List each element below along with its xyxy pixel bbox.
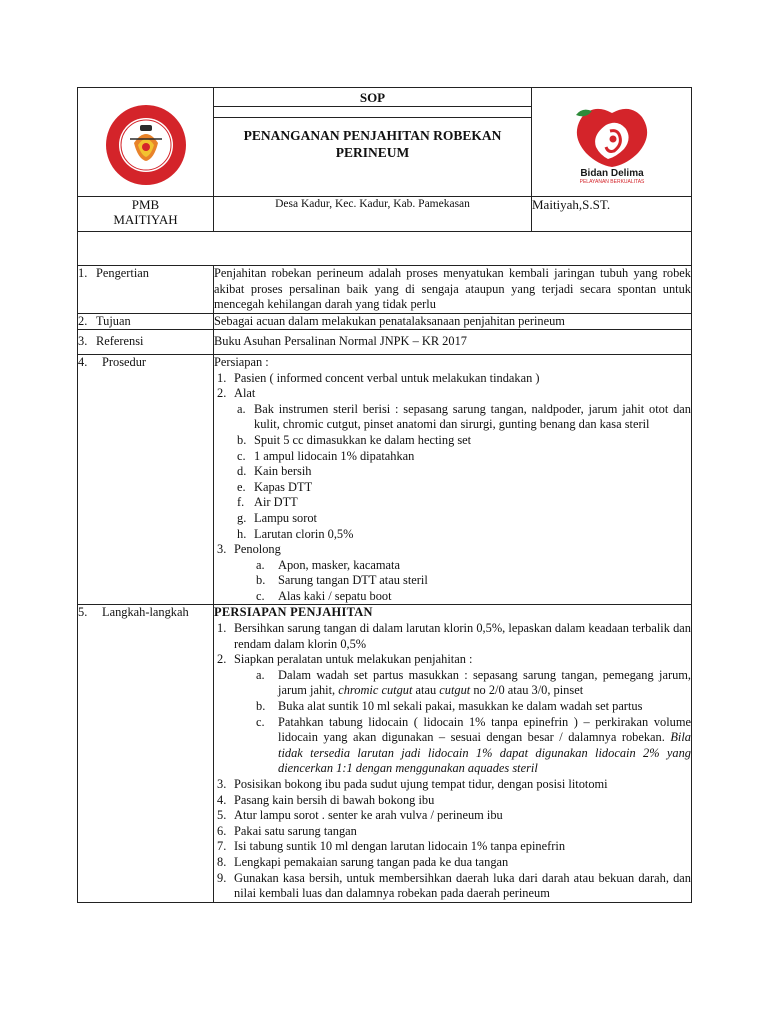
list-item: a. Dalam wadah set partus masukkan : sepasang sarung tangan, pemegang jarum, jarum jahit, chromic cutgut atau cutgut no 2/0 atau 3/0, pinset [256,667,691,698]
prosedur-list [214,371,691,605]
title-divider [214,107,531,118]
section-number: 4. [78,354,88,369]
peralatan-sublist [234,668,691,777]
list-item: 3. Posisikan bokong ibu pada sudut ujung tempat tidur, dengan posisi litotomi [217,777,608,791]
bidan-delima-tagline: PELAYANAN BERKUALITAS [579,179,645,185]
list-item: b. Spuit 5 cc dimasukkan ke dalam hecting set [237,432,472,447]
section-number: 1. [78,266,88,280]
ibi-logo-cell [78,88,214,197]
blank-row [78,232,692,266]
clinic-name [78,197,214,232]
label-referensi [78,330,214,355]
langkah-heading: PERSIAPAN PENJAHITAN [214,605,373,620]
list-item: 8. Lengkapi pemakaian sarung tangan pada ke dua tangan [217,854,509,869]
alat-sublist [234,402,691,542]
list-item: g. Lampu sorot [237,510,317,525]
referensi-text: Buku Asuhan Persalinan Normal JNPK – KR 2017 [214,330,692,355]
bidan-delima-logo-cell [532,88,692,197]
penolong-sublist [234,558,691,605]
section-label: Langkah-langkah [102,605,189,620]
prosedur-intro: Persiapan : [214,354,269,369]
langkah-list [214,621,691,902]
tujuan-text: Sebagai acuan dalam melakukan penatalaksanaan penjahitan perineum [214,313,692,330]
prosedur-content [214,354,692,605]
bidan-delima-name: Bidan Delima [580,168,644,179]
sop-table [77,87,692,903]
label-tujuan [78,313,214,330]
sop-title: PENANGANAN PENJAHITAN ROBEKAN PERINEUM [243,128,502,160]
list-item: c. Patahkan tabung lidocain ( lidocain 1% tanpa epinefrin ) – perkirakan volume lidocain yang akan digunakan – sesuai dengan besar / dalamnya robekan. Bila tidak tersedia larutan jadi lidocain 1% dapat digunakan lidocain 2% yang diencerkan 1:1 dengan menggunakan aquades steril [256,714,691,776]
section-label: Pengertian [96,266,149,280]
section-number: 5. [78,605,88,620]
list-item: b. Sarung tangan DTT atau steril [256,573,428,588]
bidan-delima-logo [566,105,658,185]
clinic-line-1: PMB [131,197,160,212]
ibi-logo [104,103,188,187]
list-item: 3. Penolong a. Apon, masker, kacamata b. Sarung tangan DTT atau steril c. Alas kaki / sepatu boot [214,542,691,604]
list-item: 2. Alat a. Bak instrumen steril berisi : sepasang sarung tangan, naldpoder, jarum jahit otot dan kulit, chromic cutgut, pinset anatomi dan sirurgi, gunting benang dan kasa steril b. Spuit 5 cc dimasukkan ke dalam hecting set c. 1 ampul lidocain 1% dipatahkan d. Kain bersih e. Kapas DTT f. Air DTT g. Lampu sorot h. Larutan clorin 0,5% [217,386,691,541]
section-number: 2. [78,313,88,328]
list-item: b. Buka alat suntik 10 ml sekali pakai, masukkan ke dalam wadah set partus [256,699,643,714]
section-label: Tujuan [96,313,131,328]
list-item: c. 1 ampul lidocain 1% dipatahkan [237,448,415,463]
list-item: f. Air DTT [237,495,298,510]
list-item: 1. Pasien ( informed concent verbal untuk melakukan tindakan ) [217,370,540,385]
list-item: a. Bak instrumen steril berisi : sepasang sarung tangan, naldpoder, jarum jahit otot dan kulit, chromic cutgut, pinset anatomi dan sirurgi, gunting benang dan kasa steril [237,401,691,432]
list-item: d. Kain bersih [237,464,312,479]
list-item: 7. Isi tabung suntik 10 ml dengan larutan lidocain 1% tanpa epinefrin [217,839,566,854]
list-item: 1. Bersihkan sarung tangan di dalam larutan klorin 0,5%, lepaskan dalam keadaan terbalik dan rendam dalam klorin 0,5% [217,621,691,651]
sop-label: SOP [214,88,531,107]
list-item: 2. Siapkan peralatan untuk melakukan penjahitan : a. Dalam wadah set partus masukkan : sepasang sarung tangan, pemegang jarum, jarum jahit, chromic cutgut atau cutgut no 2/0 atau 3/0, pinset b. Buka alat suntik 10 ml sekali pakai, masukkan ke dalam wadah set partus c. Patahkan tabung lidocain ( lidocain 1% tanpa epinefrin ) – perkirakan volume lidocain yang akan digunakan – sesuai dengan besar / dalamnya robekan. Bila tidak tersedia larutan jadi lidocain 1% dapat digunakan lidocain 2% yang diencerkan 1:1 dengan menggunakan aquades steril [217,652,691,776]
list-item: e. Kapas DTT [237,479,313,494]
list-item: 5. Atur lampu sorot . senter ke arah vulva / perineum ibu [217,808,503,823]
list-item: h. Larutan clorin 0,5% [237,526,354,541]
label-pengertian [78,266,214,314]
label-prosedur [78,354,214,605]
list-item: 4. Pasang kain bersih di bawah bokong ibu [217,792,435,807]
section-label: Prosedur [102,354,147,369]
list-item: c. Alas kaki / sepatu boot [256,588,392,603]
list-item: 9. Gunakan kasa bersih, untuk membersihkan daerah luka dari darah atau bekuan darah, dan nilai kembali luas dan dalamnya robekan pada daerah perineum [217,870,691,901]
author-name: Maitiyah,S.ST. [532,197,692,232]
clinic-address: Desa Kadur, Kec. Kadur, Kab. Pamekasan [214,197,532,232]
list-item: a. Apon, masker, kacamata [256,557,400,572]
title-cell [214,88,532,197]
label-langkah [78,605,214,902]
clinic-line-2: MAITIYAH [113,212,178,227]
section-number: 3. [78,334,88,349]
pengertian-text: Penjahitan robekan perineum adalah proses menyatukan kembali jaringan tubuh yang robek akibat proses persalinan baik yang di sengaja ataupun yang terjadi secara spontan untuk mencegah kehilangan darah yang tidak perlu [214,266,692,314]
list-item: 6. Pakai satu sarung tangan [217,823,357,838]
langkah-content [214,605,692,902]
section-label: Referensi [96,334,144,349]
